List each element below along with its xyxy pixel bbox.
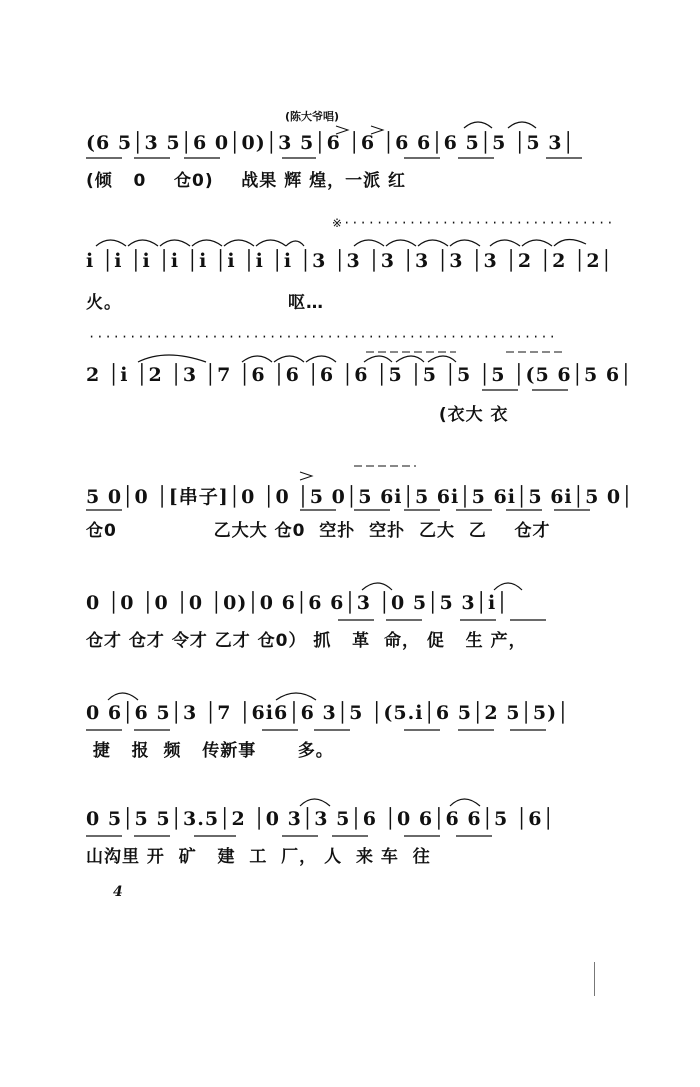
margin-line [594, 962, 595, 996]
notation-line-6: 0 6│6 5│3 │7 │6i6│6 3│5 │(5.i│6 5│2 5│5)│ [86, 702, 570, 724]
slur-marks-6 [86, 700, 596, 760]
slur-marks-7 [86, 806, 596, 866]
slur-marks-3 [86, 362, 633, 442]
lyric-line-1: (倾 0 仓0) 战果 辉 煌，一派 红 [86, 171, 407, 191]
marker-symbol: ※ [332, 216, 344, 230]
dotted-continuation: ························································· [88, 330, 557, 344]
slur-marks-2 [86, 242, 614, 312]
lyric-line-6: 捷 报 频 传新事 多。 [86, 741, 334, 761]
page-number: 4 [113, 884, 123, 900]
notation-line-4: 5 0│0 │[串子]│0 │0 │5 0│5 6i│5 6i│5 6i│5 6i│5 0│ [86, 486, 634, 508]
lyric-line-3: (衣大 衣 [86, 405, 509, 425]
score-system-3 [86, 330, 633, 442]
notation-line-5: 0 │0 │0 │0 │0)│0 6│6 6│3 │0 5│5 3│i│ [86, 592, 509, 614]
score-system-6 [86, 700, 596, 760]
score-system-7 [86, 806, 596, 866]
lyric-line-7: 山沟里 开 矿 建 工 厂， 人 来 车 往 [86, 847, 431, 867]
notation-line-1: (6 5│3 5│6 0│0)│3 5│6 │6 │6 6│6 5│5 │5 3│ [86, 132, 575, 154]
lyric-line-2: 火。 呕… [86, 293, 325, 313]
notation-line-7: 0 5│5 5│3.5│2 │0 3│3 5│6 │0 6│6 6│5 │6│ [86, 808, 555, 830]
slur-marks-1 [86, 128, 596, 188]
score-system-1 [86, 128, 596, 191]
notation-line-2: i │i │i │i │i │i │i │i │3 │3 │3 │3 │3 │3 │2 │2 │2│ [86, 250, 614, 272]
slur-marks-4 [86, 480, 634, 540]
score-system-4 [86, 480, 634, 541]
marker-line: ※································· [332, 216, 615, 230]
lyric-line-4: 仓0 乙大大 仓0 空扑 空扑 乙大 乙 仓才 [86, 521, 551, 541]
singer-annotation: (陈大爷唱) [285, 110, 340, 123]
score-system-5 [86, 590, 596, 650]
score-system-2 [86, 216, 615, 313]
lyric-line-5: 仓才 仓才 令才 乙才 仓0） 抓 革 命， 促 生 产， [86, 631, 527, 651]
slur-marks-5 [86, 590, 596, 650]
notation-line-3: 2 │i │2 │3 │7 │6 │6 │6 │6 │5 │5 │5 │5 │(5 6│5 6│ [86, 364, 633, 386]
